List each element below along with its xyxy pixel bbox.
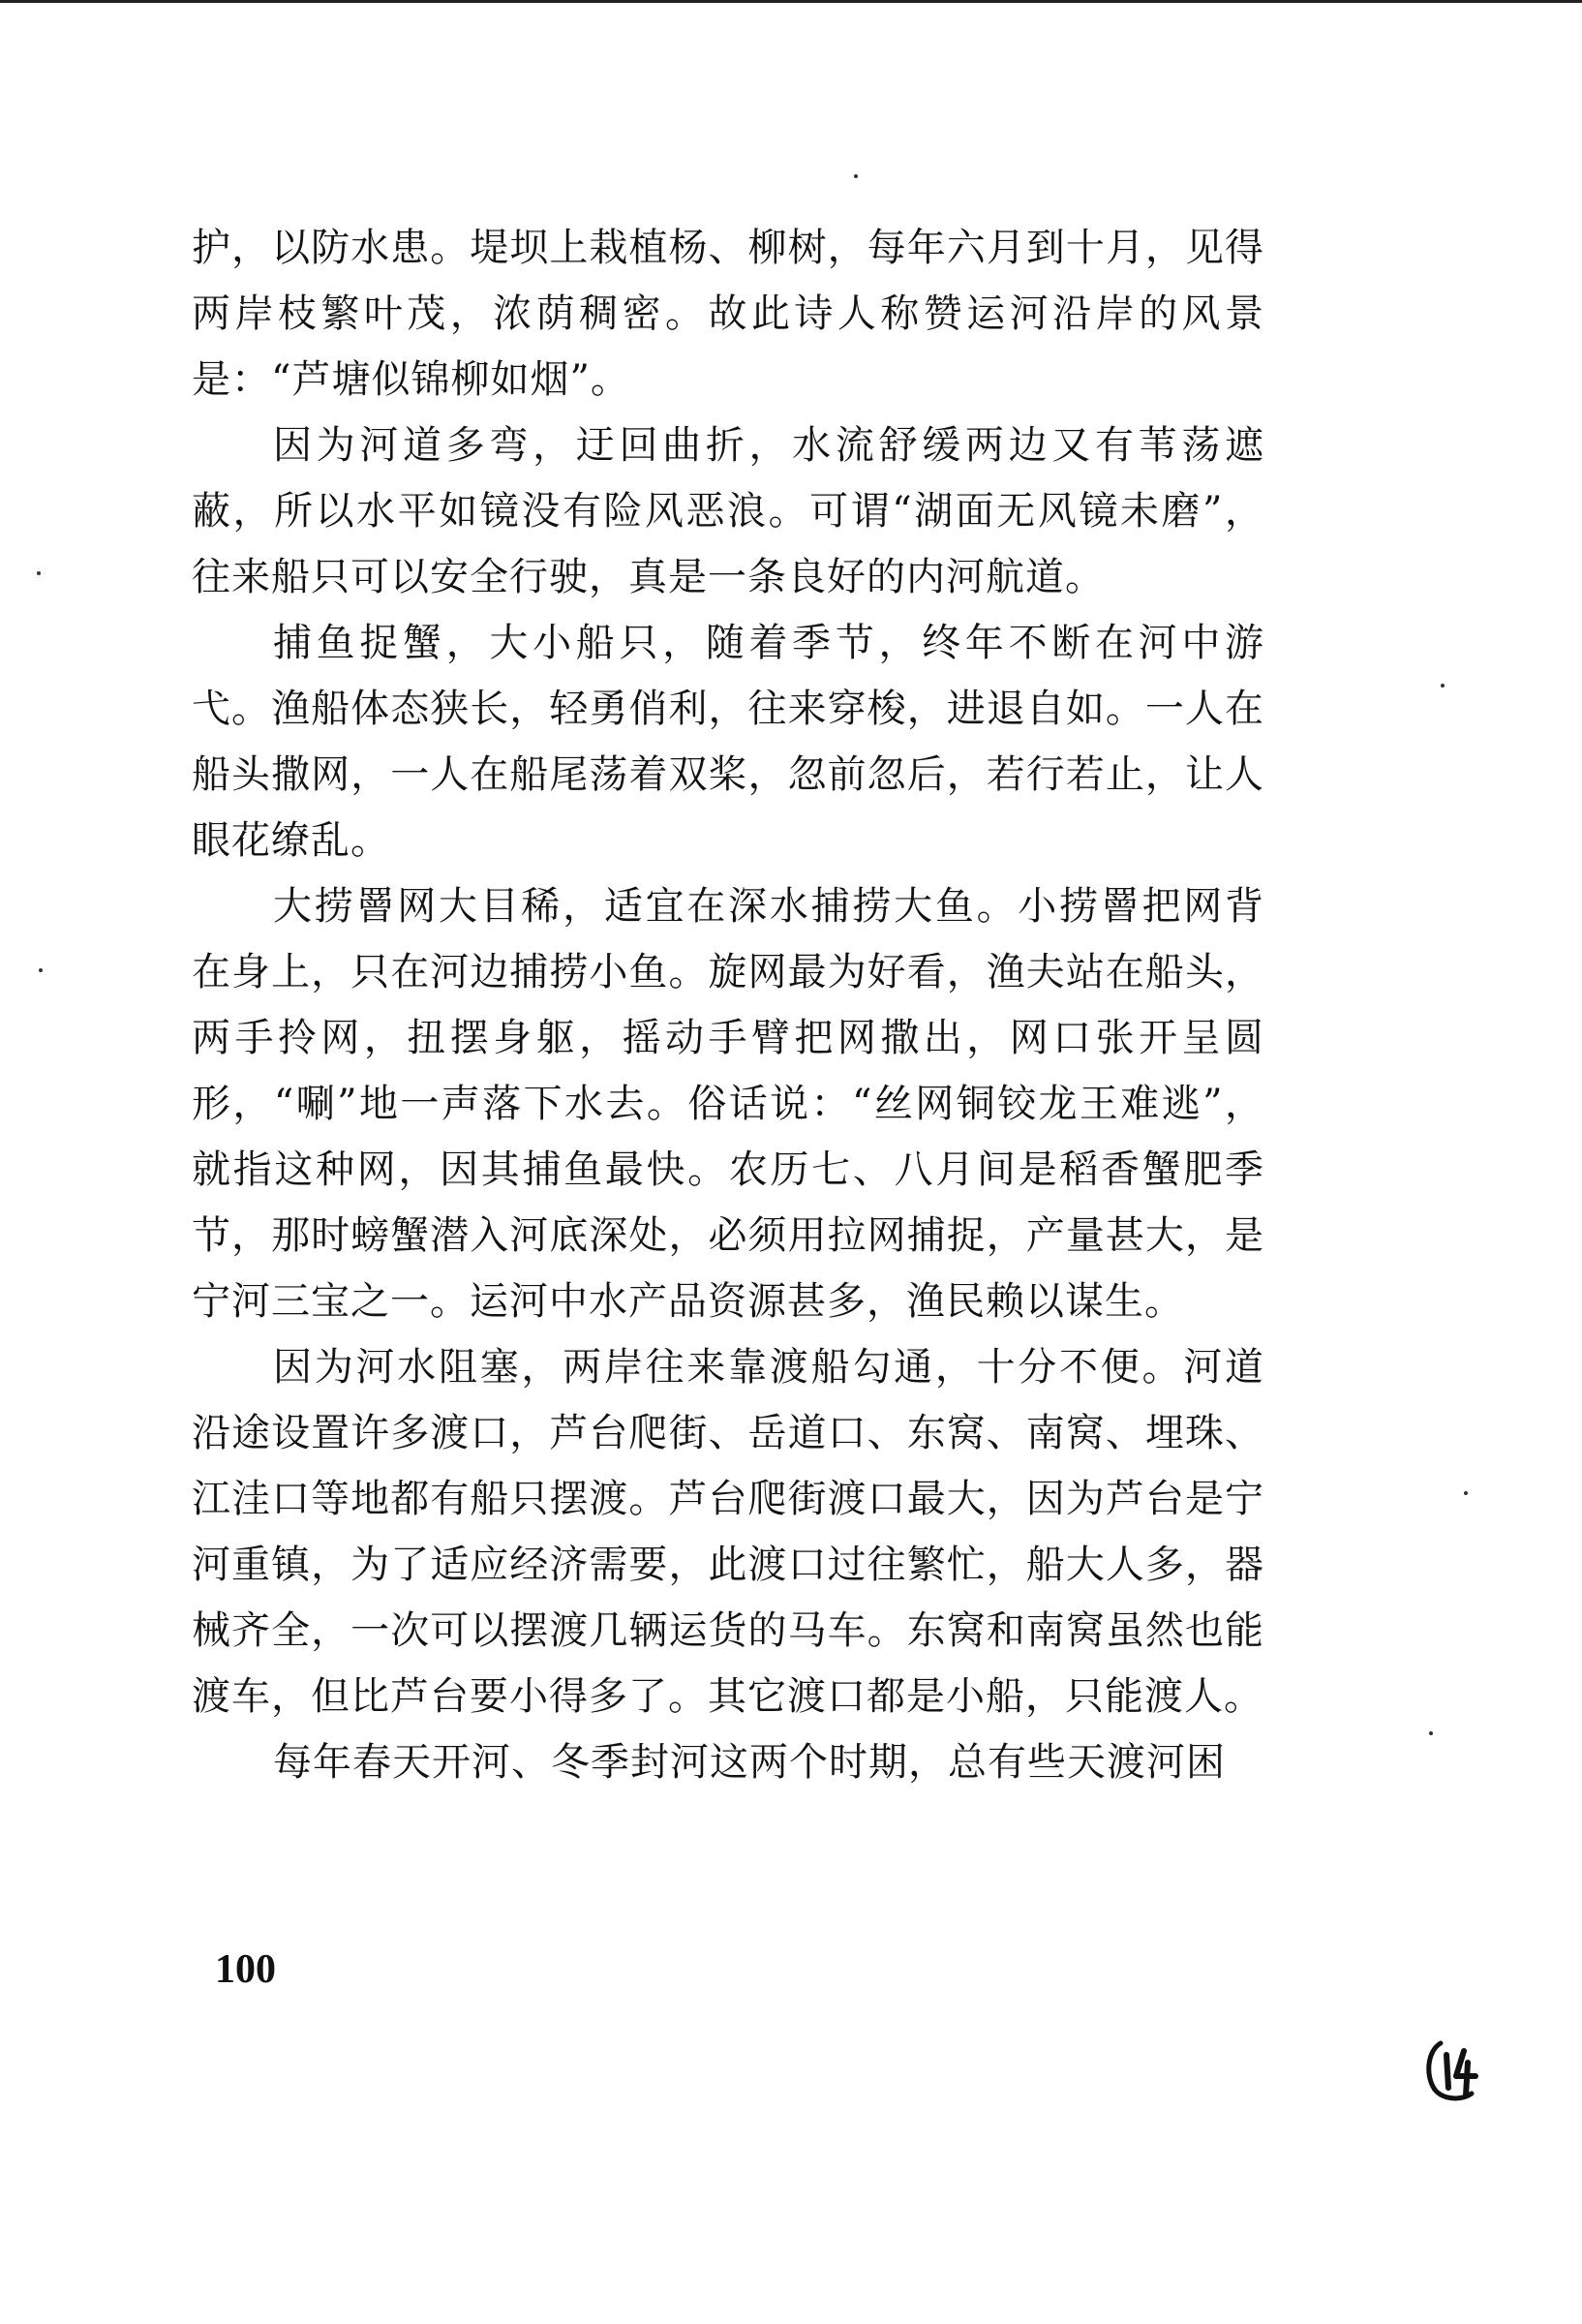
scan-top-border [0, 0, 1582, 3]
paragraph-4: 大捞罾网大目稀，适宜在深水捕捞大鱼。小捞罾把网背在身上，只在河边捕捞小鱼。旋网最为好看，渔夫站在船头，两手拎网，扭摆身躯，摇动手臂把网撒出，网口张开呈圆形，“唰”地一声落下水去。俗话说：“丝网铜铰龙王难逃”，就指这种网，因其捕鱼最快。农历七、八月间是稻香蟹肥季节，那时螃蟹潜入河底深处，必须用拉网捕捉，产量甚大，是宁河三宝之一。运河中水产品资源甚多，渔民赖以谋生。 [192, 884, 1264, 1324]
scan-speck [37, 571, 41, 575]
paragraph-1: 护，以防水患。堤坝上栽植杨、柳树，每年六月到十月，见得两岸枝繁叶茂，浓荫稠密。故此诗人称赞运河沿岸的风景是：“芦塘似锦柳如烟”。 [192, 226, 1264, 402]
paragraph-5: 因为河水阻塞，两岸往来靠渡船勾通，十分不便。河道沿途设置许多渡口，芦台爬街、岳道口、东窝、南窝、埋珠、江洼口等地都有船只摆渡。芦台爬街渡口最大，因为芦台是宁河重镇，为了适应经济需要，此渡口过往繁忙，船大人多，器械齐全，一次可以摆渡几辆运货的马车。东窝和南窝虽然也能渡车，但比芦台要小得多了。其它渡口都是小船，只能渡人。 [192, 1345, 1264, 1719]
handwritten-page-mark [1421, 2034, 1489, 2107]
scan-speck [854, 174, 858, 178]
paragraph-2: 因为河道多弯，迂回曲折，水流舒缓两边又有苇荡遮蔽，所以水平如镜没有险风恶浪。可谓“湖面无风镜未磨”，往来船只可以安全行驶，真是一条良好的内河航道。 [192, 423, 1264, 599]
scan-speck [1429, 1731, 1433, 1735]
paragraph-3: 捕鱼捉蟹，大小船只，随着季节，终年不断在河中游弋。渔船体态狭长，轻勇俏利，往来穿梭，进退自如。一人在船头撒网，一人在船尾荡着双桨，忽前忽后，若行若止，让人眼花缭乱。 [192, 621, 1264, 863]
body-text [192, 215, 1264, 1795]
scan-speck [39, 968, 43, 972]
page-number: 100 [215, 1947, 276, 1992]
paragraph-6: 每年春天开河、冬季封河这两个时期，总有些天渡河困 [273, 1740, 1226, 1785]
scan-speck [1441, 684, 1445, 688]
scan-speck [1464, 1491, 1468, 1495]
